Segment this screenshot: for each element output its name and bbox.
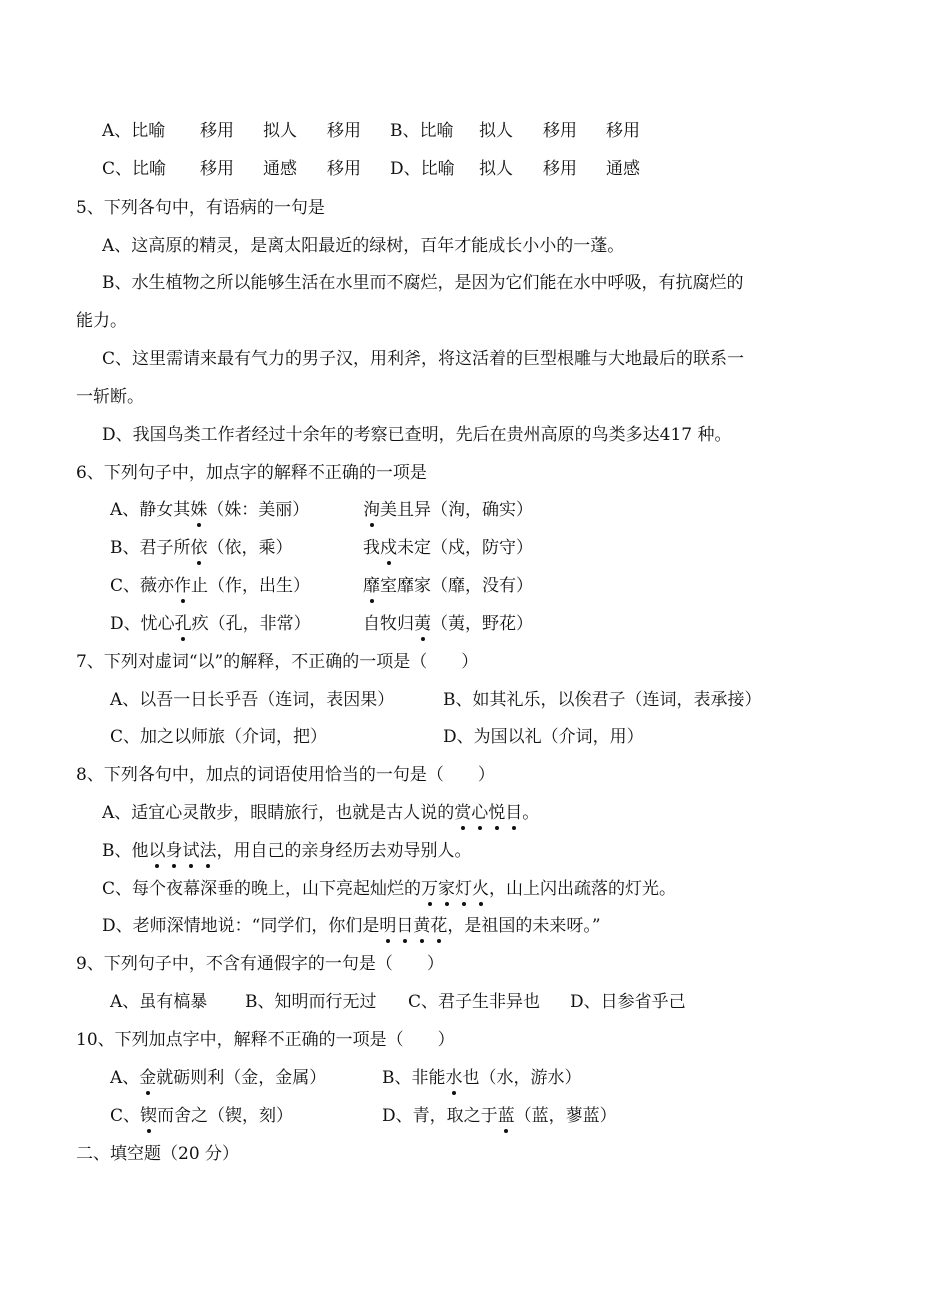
dotted-phrase (149, 841, 217, 861)
text: C、 (110, 1106, 141, 1126)
dotted-char: 灯 (455, 879, 473, 899)
q5-option-c-line-2: 一斩断。 (76, 387, 144, 407)
q6-option-a-left (110, 498, 309, 522)
q5-option-d: D、我国鸟类工作者经过十余年的考察已查明，先后在贵州高原的鸟类多达417 种。 (102, 425, 732, 445)
text: C、薇亦 (110, 576, 175, 596)
dotted-char: 万 (421, 879, 439, 899)
text: 。 (522, 803, 540, 823)
dotted-char: 明 (379, 916, 397, 936)
text: 也（水，游水） (462, 1068, 582, 1088)
q6-option-d-left (110, 612, 311, 636)
q8-option-c (102, 877, 676, 901)
q10-option-b (382, 1066, 582, 1090)
q4-option-a-item: 移用 (200, 121, 234, 141)
dotted-char: 以 (148, 841, 166, 861)
dotted-char: 黄 (413, 916, 431, 936)
dotted-phrase (454, 803, 522, 823)
q4-option-b-item: 移用 (543, 121, 577, 141)
dotted-char: 花 (430, 916, 448, 936)
dotted-char: 靡 (363, 576, 380, 596)
q9-option-a: A、虽有槁暴 (110, 992, 208, 1012)
text: 美且异（洵，确实） (380, 500, 533, 520)
text: C、每个夜幕深垂的晚上，山下亮起灿烂的 (102, 879, 422, 899)
q10-option-d (382, 1104, 617, 1128)
dotted-char: 心 (471, 803, 489, 823)
q9-stem: 9、下列句子中，不含有通假字的一句是（ ） (76, 954, 444, 974)
text: ，山上闪出疏落的灯光。 (489, 879, 677, 899)
q5-option-b-line-1: B、水生植物之所以能够生活在水里而不腐烂，是因为它们能在水中呼吸，有抗腐烂的 (102, 273, 744, 293)
section-2-heading: 二、填空题（20 分） (76, 1144, 240, 1164)
q4-option-d-item: 通感 (606, 159, 640, 179)
q4-option-a-label: A、比喻 (102, 121, 166, 141)
text: 就砺则利（金，金属） (156, 1068, 327, 1088)
dotted-char: 洵 (363, 500, 380, 520)
dotted-char: 孔 (174, 614, 192, 634)
q8-option-b (102, 839, 472, 863)
q4-option-a-item: 拟人 (263, 121, 297, 141)
text: A、 (110, 1068, 140, 1088)
q4-option-b-label: B、比喻 (390, 121, 454, 141)
q5-option-c-line-1: C、这里需请来最有气力的男子汉，用利斧，将这活着的巨型根雕与大地最后的联系一 (102, 349, 745, 369)
dotted-char: 家 (438, 879, 456, 899)
q10-option-a (110, 1066, 326, 1090)
q7-option-d: D、为国以礼（介词，用） (443, 727, 644, 747)
text: 而舍之（锲，刻） (157, 1106, 294, 1126)
q6-option-b-left (110, 536, 293, 560)
dotted-char: 试 (182, 841, 200, 861)
q10-stem: 10、下列加点字中，解释不正确的一项是（ ） (76, 1030, 455, 1050)
text: B、非能 (382, 1068, 446, 1088)
dotted-char: 目 (505, 803, 523, 823)
q6-option-c-right (363, 574, 533, 598)
text: 室靡家（靡，没有） (380, 576, 533, 596)
text: 未定（戍，防守） (397, 538, 533, 558)
q5-stem: 5、下列各句中，有语病的一句是 (76, 198, 325, 218)
q4-option-b-item: 移用 (606, 121, 640, 141)
dotted-phrase (379, 916, 447, 936)
q8-stem: 8、下列各句中，加点的词语使用恰当的一句是（ ） (76, 765, 495, 785)
q4-option-c-item: 通感 (263, 159, 297, 179)
dotted-char: 姝 (190, 500, 208, 520)
q5-option-b-line-2: 能力。 (76, 311, 127, 331)
text: ，是祖国的未来呀。” (447, 916, 601, 936)
dotted-char: 荑 (414, 614, 431, 634)
q6-option-b-right (363, 536, 533, 560)
dotted-char: 水 (445, 1068, 463, 1088)
text: （蓝，蓼蓝） (514, 1106, 617, 1126)
text: B、君子所 (110, 538, 191, 558)
q7-option-a: A、以吾一日长乎吾（连词，表因果） (110, 690, 395, 710)
q4-option-b-item: 拟人 (479, 121, 513, 141)
text: （荑，野花） (431, 614, 533, 634)
text: （姝：美丽） (207, 500, 310, 520)
q4-option-d-item: 移用 (543, 159, 577, 179)
q4-option-d-label: D、比喻 (390, 159, 455, 179)
q8-option-a (102, 801, 539, 825)
text: D、青，取之于 (382, 1106, 498, 1126)
dotted-char: 悦 (488, 803, 506, 823)
q7-option-b: B、如其礼乐，以俟君子（连词，表承接） (443, 690, 762, 710)
text: （依，乘） (207, 538, 293, 558)
q10-option-c (110, 1104, 293, 1128)
text: ，用自己的亲身经历去劝导别人。 (216, 841, 472, 861)
dotted-char: 作 (174, 576, 192, 596)
q7-stem: 7、下列对虚词“以”的解释，不正确的一项是（ ） (76, 652, 479, 672)
text: 止（作，出生） (191, 576, 311, 596)
dotted-char: 赏 (454, 803, 472, 823)
q5-option-a: A、这高原的精灵，是离太阳最近的绿树，百年才能成长小小的一蓬。 (102, 236, 625, 256)
text: 自牧归 (363, 614, 414, 634)
text: A、静女其 (110, 500, 191, 520)
q6-option-d-right (363, 612, 533, 636)
dotted-char: 锲 (140, 1106, 158, 1126)
dotted-char: 身 (165, 841, 183, 861)
text: D、老师深情地说：“同学们，你们是 (102, 916, 380, 936)
dotted-char: 戍 (380, 538, 397, 558)
q6-option-a-right (363, 498, 533, 522)
dotted-phrase (421, 879, 489, 899)
text: 我 (363, 538, 380, 558)
dotted-char: 法 (199, 841, 217, 861)
q4-option-c-item: 移用 (327, 159, 361, 179)
text: 疚（孔，非常） (191, 614, 311, 634)
dotted-char: 日 (396, 916, 414, 936)
dotted-char: 蓝 (497, 1106, 515, 1126)
q8-option-d (102, 914, 601, 938)
q4-option-c-item: 移用 (200, 159, 234, 179)
text: B、他 (102, 841, 149, 861)
q7-option-c: C、加之以师旅（介词，把） (110, 727, 328, 747)
q6-option-c-left (110, 574, 310, 598)
q9-option-c: C、君子生非异也 (408, 992, 541, 1012)
q4-option-a-item: 移用 (327, 121, 361, 141)
dotted-char: 金 (139, 1068, 157, 1088)
q9-option-b: B、知明而行无过 (245, 992, 377, 1012)
dotted-char: 依 (190, 538, 208, 558)
q4-option-c-label: C、比喻 (102, 159, 167, 179)
text: A、适宜心灵散步，眼睛旅行，也就是古人说的 (102, 803, 455, 823)
q9-option-d: D、日参省乎己 (570, 992, 686, 1012)
q4-option-d-item: 拟人 (479, 159, 513, 179)
dotted-char: 火 (472, 879, 490, 899)
text: D、忧心 (110, 614, 175, 634)
q6-stem: 6、下列句子中，加点字的解释不正确的一项是 (76, 463, 427, 483)
dotted-char (454, 803, 522, 823)
